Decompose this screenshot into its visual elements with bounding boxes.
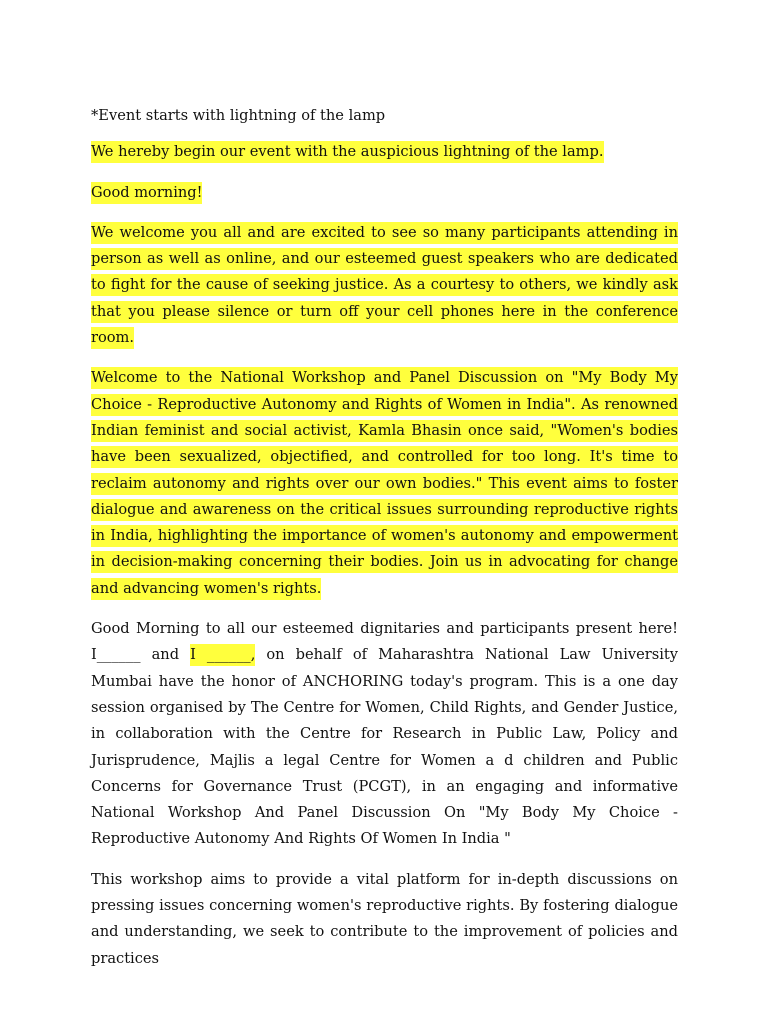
paragraph-greeting (91, 180, 678, 206)
highlighted-text: We welcome you all and are excited to see so many participants attending in person as well as online, and our esteemed guest speakers who are dedicated to fight for the cause of seeking justice. As a courtesy to others, we kindly ask that you please silence or turn off your cell phones here in the conference room. (91, 222, 678, 349)
paragraph-anchoring (91, 616, 678, 853)
paragraph-stage-note (91, 103, 678, 129)
paragraph-text: on behalf of Maharashtra National Law University Mumbai have the honor of ANCHORING today's program. This is a one day session organised by The Centre for Women, Child Rights, and Gender Justice, in collaboration with the Centre for Research in Public Law, Policy and Jurisprudence, Majlis a legal Centre for Women a d children and Public Concerns for Governance Trust (PCGT), in an engaging and informative National Workshop And Panel Discussion On "My Body My Choice - Reproductive Autonomy And Rights Of Women In India " (91, 646, 679, 848)
paragraph-text: *Event starts with lightning of the lamp (91, 107, 386, 124)
paragraph-workshop-aims (91, 867, 678, 972)
paragraph-event-intro (91, 365, 678, 602)
paragraph-lamp-lighting (91, 139, 678, 165)
paragraph-welcome (91, 220, 678, 351)
paragraph-text: This workshop aims to provide a vital platform for in-depth discussions on pressing issues concerning women's reproductive rights. By fostering dialogue and understanding, we seek to contribute to the improvement of policies and practices (91, 870, 678, 967)
highlighted-text: Welcome to the National Workshop and Panel Discussion on "My Body My Choice - Reproductive Autonomy and Rights of Women in India". As renowned Indian feminist and social activist, Kamla Bhasin once said, "Women's bodies have been sexualized, objectified, and controlled for too long. It's time to reclaim autonomy and rights over our own bodies." This event aims to foster dialogue and awareness on the critical issues surrounding reproductive rights in India, highlighting the importance of women's autonomy and empowerment in decision-making concerning their bodies. Join us in advocating for change and advancing women's rights. (91, 367, 678, 599)
highlighted-text: Good morning! (91, 182, 202, 204)
paragraph-text: Good Morning to all our esteemed dignitaries and participants present here! I______ and (91, 620, 678, 664)
document-page (91, 103, 678, 986)
highlighted-text: I ______, (190, 644, 255, 666)
highlighted-text: We hereby begin our event with the auspicious lightning of the lamp. (91, 141, 604, 163)
